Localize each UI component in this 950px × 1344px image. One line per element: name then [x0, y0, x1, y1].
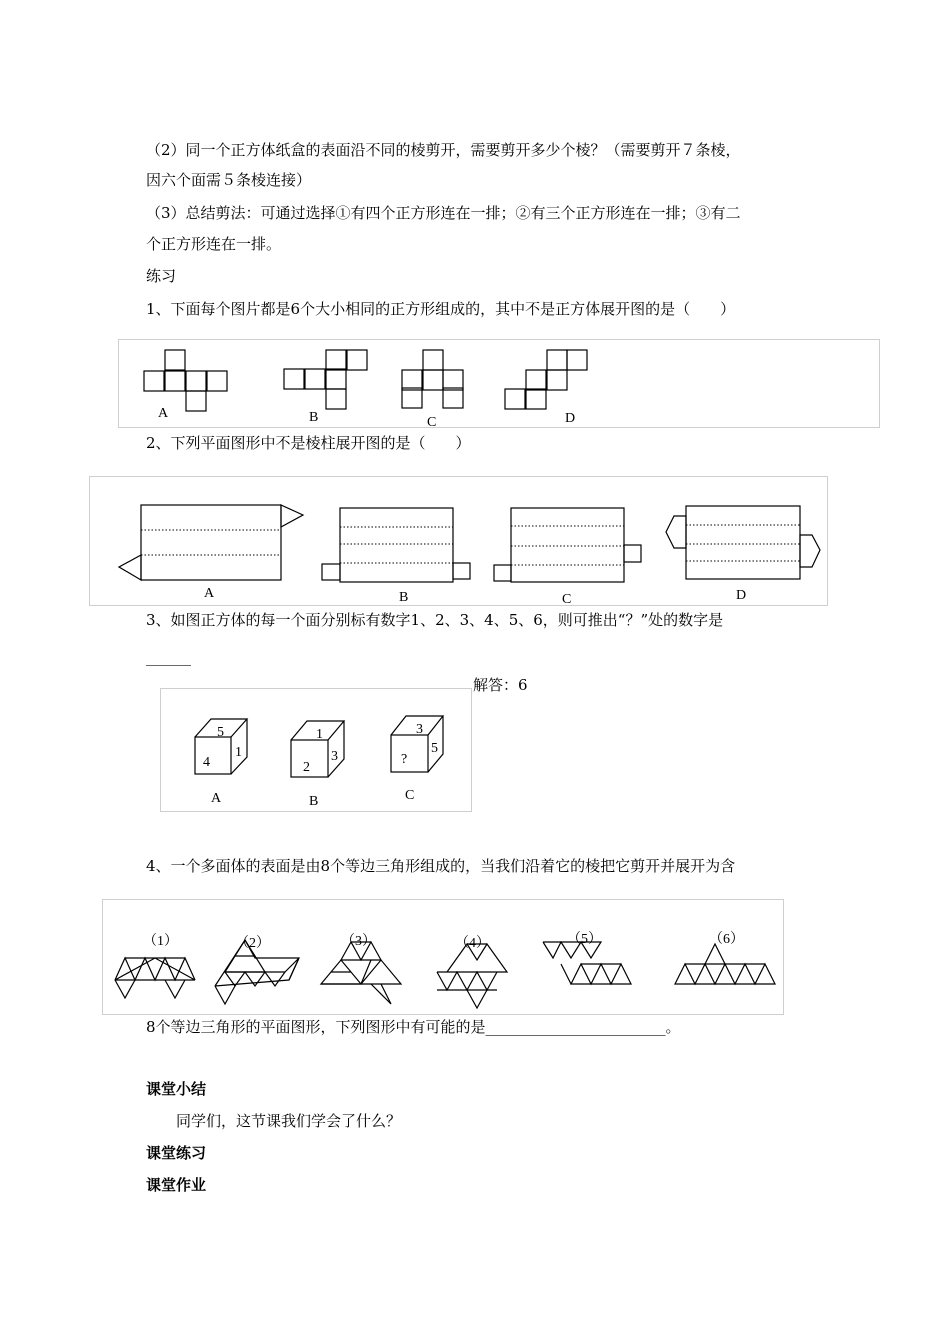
q1-figure [118, 339, 880, 428]
q4-net-6 [675, 944, 775, 984]
exercise-heading: 课堂练习 [146, 1144, 207, 1162]
q3-option-a: A [211, 791, 222, 806]
q2-net-b [322, 508, 470, 582]
q4-option-6: （6） [709, 932, 744, 947]
q3-option-b: B [309, 794, 319, 809]
question-4-blank: ________________________。 [485, 1018, 681, 1036]
q4-net-5 [543, 942, 631, 984]
q3-option-c: C [405, 788, 415, 803]
q3-cube-c-front: ? [401, 752, 408, 767]
q4-option-4: （4） [455, 936, 490, 951]
q4-option-5: （5） [567, 932, 602, 947]
q2-option-c: C [562, 592, 572, 607]
q1-option-c: C [427, 415, 437, 430]
q1-nets-drawing [119, 340, 879, 427]
q1-option-a: A [158, 406, 169, 421]
q3-cube-a-side: 1 [235, 745, 242, 760]
q3-cube-c-side: 5 [431, 741, 438, 756]
q3-figure [160, 688, 472, 812]
q4-net-1 [115, 958, 195, 998]
q4-option-3: （3） [341, 934, 376, 949]
q2-nets-drawing [90, 477, 827, 605]
q2-option-d: D [736, 588, 747, 603]
q3-cube-a-front: 4 [203, 755, 210, 770]
homework-heading: 课堂作业 [146, 1176, 207, 1194]
practice-heading: 练习 [146, 267, 177, 285]
q1-net-d [505, 350, 587, 409]
para-2-line2: 因六个面需５条棱连接） [146, 171, 312, 189]
q3-cube-b-front: 2 [303, 760, 310, 775]
q2-option-b: B [399, 590, 409, 605]
q2-figure [89, 476, 828, 606]
question-4-text-2 [146, 1017, 681, 1037]
q1-option-d: D [565, 411, 576, 426]
question-1-text: 1、下面每个图片都是6个大小相同的正方形组成的，其中不是正方体展开图的是（ ） [146, 300, 736, 318]
q2-net-d [666, 506, 820, 579]
question-4-text-2-body: 8个等边三角形的平面图形，下列图形中有可能的是 [146, 1018, 486, 1036]
para-2-line1: （2）同一个正方体纸盒的表面沿不同的棱剪开，需要剪开多少个棱？（需要剪开７条棱， [146, 141, 741, 159]
q4-option-1: （1） [143, 934, 178, 949]
question-3-text: 3、如图正方体的每一个面分别标有数字1、2、3、4、5、6，则可推出“？”处的数字是 [146, 611, 724, 629]
q2-net-a [119, 505, 303, 580]
q2-net-c [494, 508, 641, 582]
q3-cube-c-top: 3 [416, 722, 423, 737]
q3-cube-b-side: 3 [331, 749, 338, 764]
q1-net-c [402, 350, 463, 408]
q1-net-b [284, 350, 367, 409]
q3-cubes-drawing [161, 689, 471, 811]
q3-cube-b-top: 1 [316, 727, 323, 742]
question-3-blank: ______ [146, 648, 191, 666]
q3-cube-a-top: 5 [217, 725, 224, 740]
question-3-answer: 解答：6 [473, 676, 528, 694]
question-2-text: 2、下列平面图形中不是棱柱展开图的是（ ） [146, 434, 471, 452]
q2-option-a: A [204, 586, 215, 601]
summary-text: 同学们，这节课我们学会了什么？ [176, 1112, 402, 1130]
q4-nets-drawing [103, 900, 783, 1014]
q1-option-b: B [309, 410, 319, 425]
question-4-text: 4、一个多面体的表面是由8个等边三角形组成的，当我们沿着它的棱把它剪开并展开为含 [146, 857, 736, 875]
para-3-line2: 个正方形连在一排。 [146, 235, 282, 253]
q4-option-2: （2） [235, 936, 270, 951]
summary-heading: 课堂小结 [146, 1080, 207, 1098]
q1-net-a [144, 350, 227, 411]
para-3-line1: （3）总结剪法：可通过选择①有四个正方形连在一排；②有三个正方形连在一排；③有二 [146, 204, 741, 222]
q4-figure [102, 899, 784, 1015]
q4-net-4 [437, 944, 507, 1008]
q4-net-3 [321, 942, 401, 1004]
